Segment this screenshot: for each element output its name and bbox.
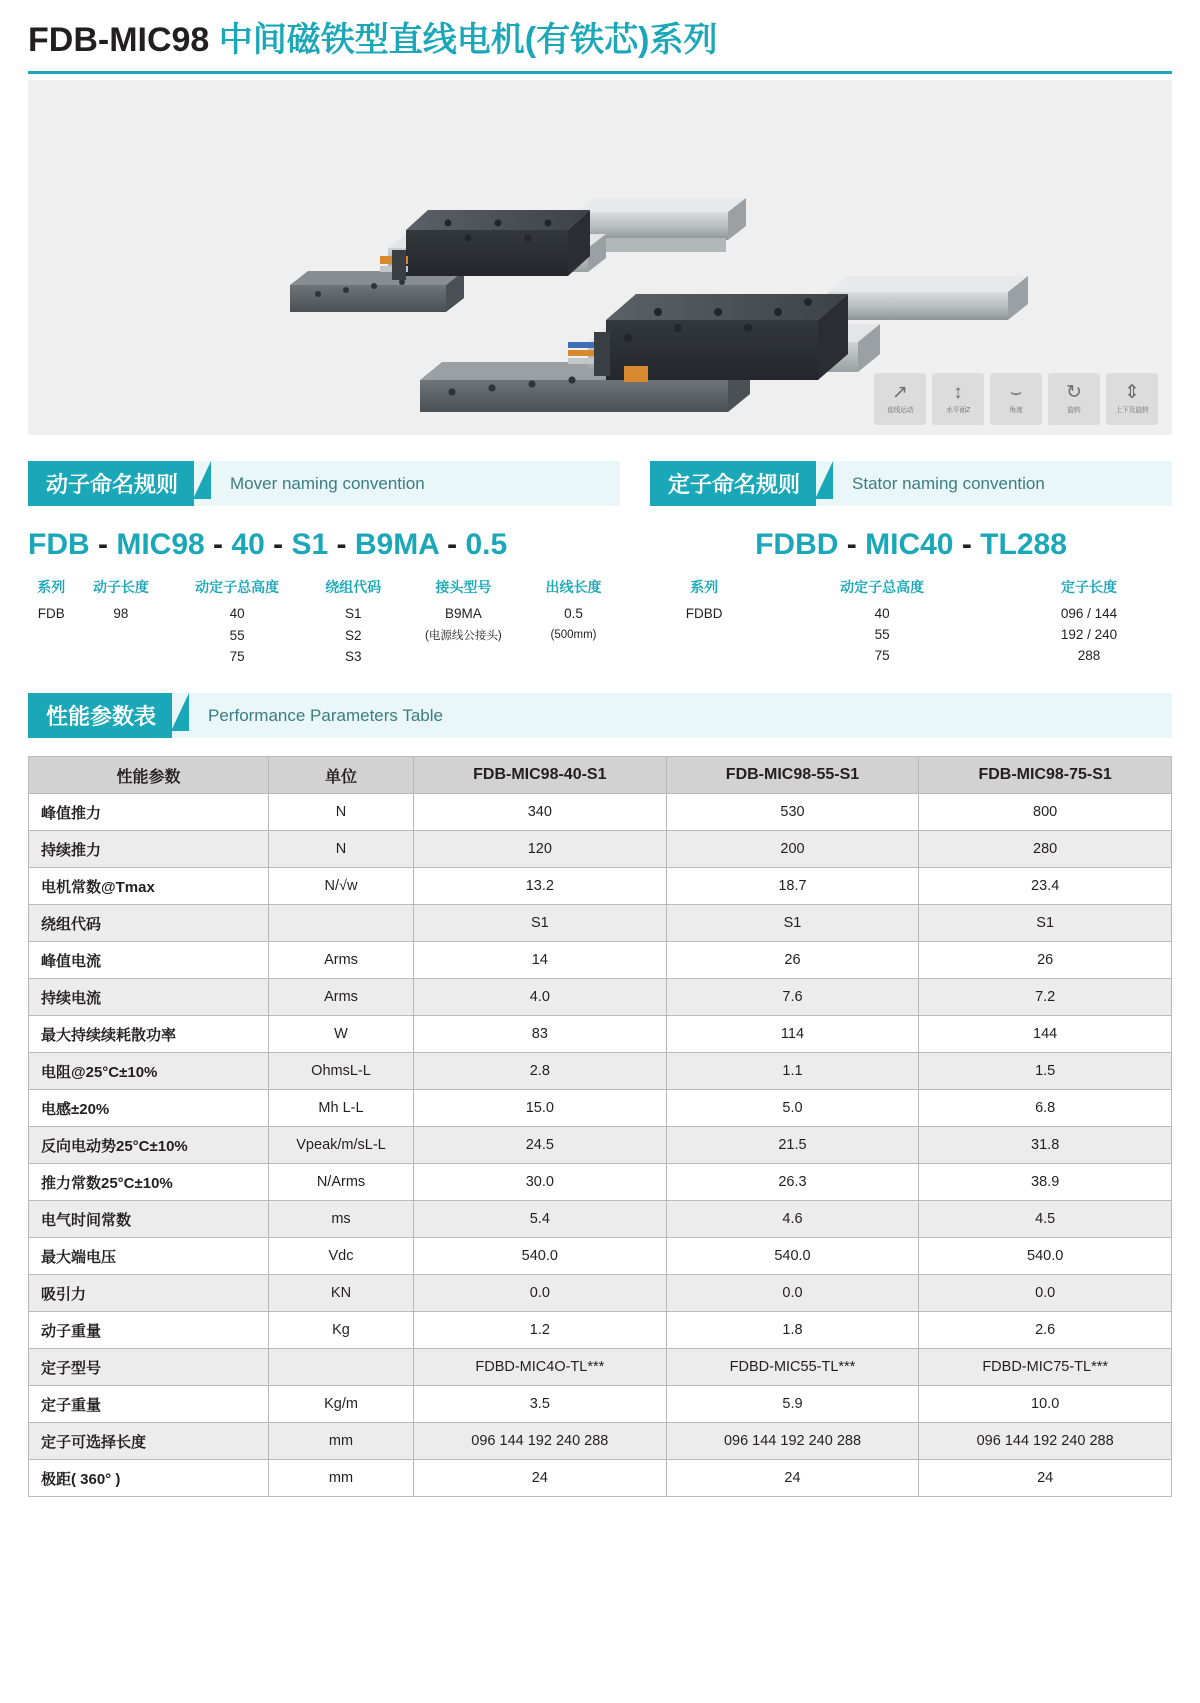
stator-cell: 192 / 240 [1060, 627, 1118, 643]
stator-cell: 75 [874, 648, 890, 664]
row-value: FDBD-MIC55-TL*** [666, 1349, 919, 1386]
row-value: 0.0 [414, 1275, 667, 1312]
stator-cell: 40 [874, 606, 890, 622]
row-value: 540.0 [666, 1238, 919, 1275]
row-param: 绕组代码 [29, 905, 269, 942]
row-param: 电机常数@Tmax [29, 868, 269, 905]
stator-naming-row [650, 645, 1172, 666]
row-param: 动子重量 [29, 1312, 269, 1349]
table-row [29, 1460, 1172, 1497]
stator-code-line [650, 528, 1172, 562]
row-value: 13.2 [414, 868, 667, 905]
row-param: 持续推力 [29, 831, 269, 868]
stator-naming-tag: 定子命名规则 [650, 461, 816, 506]
row-value: 38.9 [919, 1164, 1172, 1201]
mover-code-sep2: - [213, 528, 224, 562]
performance-tag: 性能参数表 [28, 693, 172, 738]
row-unit: Kg [269, 1312, 414, 1349]
stator-naming-row [650, 624, 1172, 645]
mover-code-cable: 0.5 [465, 528, 508, 562]
table-row [29, 868, 1172, 905]
row-value: S1 [919, 905, 1172, 942]
mover-cell: (500mm) [550, 629, 597, 642]
performance-header-row [29, 757, 1172, 794]
table-row [29, 831, 1172, 868]
row-param: 最大持续续耗散功率 [29, 1016, 269, 1053]
row-value: 200 [666, 831, 919, 868]
feature-up-down-rotate-icon [1106, 373, 1158, 425]
table-row [29, 905, 1172, 942]
title-divider [28, 71, 1172, 74]
col-header-unit: 单位 [269, 757, 414, 794]
feature-caption: 上下及旋转 [1115, 406, 1149, 414]
row-unit: W [269, 1016, 414, 1053]
row-value: 2.8 [414, 1053, 667, 1090]
row-unit [269, 905, 414, 942]
mover-naming-block [28, 435, 620, 667]
mover-header-cable: 出线长度 [545, 579, 602, 596]
row-value: 7.6 [666, 979, 919, 1016]
row-value: 26 [666, 942, 919, 979]
row-value: 21.5 [666, 1127, 919, 1164]
mover-code-connector: B9MA [354, 528, 439, 562]
row-unit: KN [269, 1275, 414, 1312]
table-row [29, 1201, 1172, 1238]
row-value: 530 [666, 794, 919, 831]
row-value: 24.5 [414, 1127, 667, 1164]
stator-cell: 288 [1077, 648, 1101, 664]
row-unit: Kg/m [269, 1386, 414, 1423]
row-param: 极距( 360° ) [29, 1460, 269, 1497]
row-unit: Vdc [269, 1238, 414, 1275]
stator-naming-block [650, 435, 1172, 667]
stator-code-sep2: - [961, 528, 972, 562]
row-param: 反向电动势25°C±10% [29, 1127, 269, 1164]
mover-header-height: 动定子总高度 [195, 579, 280, 596]
feature-caption: 旋转 [1067, 406, 1081, 414]
stator-cell: FDBD [685, 606, 723, 622]
stator-header-length: 定子长度 [1060, 579, 1117, 596]
row-unit: Arms [269, 979, 414, 1016]
mover-cell [28, 646, 74, 667]
row-param: 定子型号 [29, 1349, 269, 1386]
mover-naming-subtitle: Mover naming convention [194, 461, 620, 506]
stator-naming-header-row [650, 574, 1172, 603]
mover-naming-row [28, 624, 620, 646]
mover-code-line [28, 528, 620, 562]
angle-icon: ⌣ [1009, 381, 1023, 403]
row-param: 电感±20% [29, 1090, 269, 1127]
stator-header-series: 系列 [690, 579, 719, 596]
table-row [29, 1275, 1172, 1312]
table-row [29, 942, 1172, 979]
table-row [29, 979, 1172, 1016]
feature-linear-motion-icon [874, 373, 926, 425]
row-value: 18.7 [666, 868, 919, 905]
row-value: 1.8 [666, 1312, 919, 1349]
feature-angle-icon [990, 373, 1042, 425]
mover-cell: 40 [229, 606, 245, 622]
stator-cell: 096 / 144 [1060, 606, 1118, 622]
stator-cell: 55 [874, 627, 890, 643]
performance-subtitle: Performance Parameters Table [172, 693, 1172, 738]
feature-caption: 角度 [1009, 406, 1023, 414]
row-value: FDBD-MIC4O-TL*** [414, 1349, 667, 1386]
stator-cell [650, 624, 758, 645]
table-row [29, 1164, 1172, 1201]
row-value: 5.0 [666, 1090, 919, 1127]
mover-code-series: FDB [28, 528, 90, 562]
row-unit: Mh L-L [269, 1090, 414, 1127]
mover-cell [527, 646, 620, 667]
mover-cell: 75 [229, 649, 245, 665]
product-hero-image [28, 80, 1172, 435]
page-title [28, 22, 1172, 59]
row-value: 1.1 [666, 1053, 919, 1090]
row-param: 电气时间常数 [29, 1201, 269, 1238]
row-unit: mm [269, 1423, 414, 1460]
row-param: 推力常数25°C±10% [29, 1164, 269, 1201]
row-value: S1 [666, 905, 919, 942]
mover-code-sep3: - [273, 528, 284, 562]
row-value: 5.4 [414, 1201, 667, 1238]
col-header-model-55: FDB-MIC98-55-S1 [666, 757, 919, 794]
mover-code-sep4: - [336, 528, 347, 562]
row-param: 最大端电压 [29, 1238, 269, 1275]
row-value: 340 [414, 794, 667, 831]
row-param: 峰值推力 [29, 794, 269, 831]
mover-naming-table [28, 574, 620, 667]
row-value: 4.5 [919, 1201, 1172, 1238]
row-value: 6.8 [919, 1090, 1172, 1127]
row-value: 096 144 192 240 288 [666, 1423, 919, 1460]
title-block [28, 0, 1172, 74]
performance-table-wrap [28, 756, 1172, 1497]
stator-header-height: 动定子总高度 [840, 579, 925, 596]
stator-naming-subtitle: Stator naming convention [816, 461, 1172, 506]
mover-code-height: 40 [231, 528, 265, 562]
mover-header-series: 系列 [37, 579, 66, 596]
row-value: 24 [666, 1460, 919, 1497]
mover-code-winding: S1 [291, 528, 329, 562]
mover-cell: S3 [345, 649, 362, 665]
stator-naming-header [650, 461, 1172, 506]
row-unit: mm [269, 1460, 414, 1497]
row-param: 定子重量 [29, 1386, 269, 1423]
stator-naming-row [650, 603, 1172, 624]
mover-cell [400, 646, 527, 667]
page-title-code: FDB-MIC98 [28, 21, 210, 59]
row-value: 15.0 [414, 1090, 667, 1127]
stator-naming-table [650, 574, 1172, 666]
performance-table [28, 756, 1172, 1497]
table-row [29, 1349, 1172, 1386]
mover-cell: 55 [229, 627, 245, 643]
row-value: 0.0 [666, 1275, 919, 1312]
row-unit: N/Arms [269, 1164, 414, 1201]
table-row [29, 1127, 1172, 1164]
row-unit: N [269, 794, 414, 831]
mover-cell: S2 [345, 627, 362, 643]
feature-horizontal-plane-icon [932, 373, 984, 425]
row-value: 540.0 [414, 1238, 667, 1275]
row-param: 持续电流 [29, 979, 269, 1016]
col-header-param: 性能参数 [29, 757, 269, 794]
feature-icon-strip [874, 373, 1158, 425]
row-param: 定子可选择长度 [29, 1423, 269, 1460]
row-value: 24 [919, 1460, 1172, 1497]
feature-rotation-icon [1048, 373, 1100, 425]
table-row [29, 1238, 1172, 1275]
row-value: 0.0 [919, 1275, 1172, 1312]
mover-cell: 0.5 [564, 606, 583, 622]
mover-cell: S1 [345, 606, 362, 622]
mover-cell [74, 646, 167, 667]
mover-cell: 98 [113, 606, 129, 622]
row-value: 800 [919, 794, 1172, 831]
mover-naming-tag: 动子命名规则 [28, 461, 194, 506]
table-row [29, 1053, 1172, 1090]
row-unit: OhmsL-L [269, 1053, 414, 1090]
row-value: 10.0 [919, 1386, 1172, 1423]
row-value: 280 [919, 831, 1172, 868]
row-param: 峰值电流 [29, 942, 269, 979]
table-row [29, 1016, 1172, 1053]
table-row [29, 1090, 1172, 1127]
feature-caption: 直线运动 [886, 406, 914, 414]
row-value: 1.5 [919, 1053, 1172, 1090]
row-value: 096 144 192 240 288 [414, 1423, 667, 1460]
stator-code-series: FDBD [755, 528, 839, 562]
row-value: 14 [414, 942, 667, 979]
linear-motion-icon: ↗ [892, 381, 908, 403]
row-value: 26 [919, 942, 1172, 979]
row-unit: Arms [269, 942, 414, 979]
mover-cell: FDB [37, 606, 65, 622]
row-unit: N [269, 831, 414, 868]
mover-header-winding: 绕组代码 [325, 579, 382, 596]
mover-header-connector: 接头型号 [435, 579, 492, 596]
stator-cell [650, 645, 758, 666]
row-value: FDBD-MIC75-TL*** [919, 1349, 1172, 1386]
performance-header [28, 693, 1172, 738]
mover-code-sep5: - [447, 528, 458, 562]
row-value: 7.2 [919, 979, 1172, 1016]
row-value: S1 [414, 905, 667, 942]
table-row [29, 1386, 1172, 1423]
row-param: 电阻@25°C±10% [29, 1053, 269, 1090]
row-unit: N/√w [269, 868, 414, 905]
row-value: 4.6 [666, 1201, 919, 1238]
col-header-model-40: FDB-MIC98-40-S1 [414, 757, 667, 794]
stator-code-sep1: - [846, 528, 857, 562]
row-value: 83 [414, 1016, 667, 1053]
mover-cell: (电源线公接头) [425, 630, 502, 643]
table-row [29, 1312, 1172, 1349]
mover-code-sep1: - [98, 528, 108, 562]
mover-header-length: 动子长度 [92, 579, 149, 596]
mover-cell [74, 624, 167, 646]
row-value: 23.4 [919, 868, 1172, 905]
mover-cell: B9MA [445, 606, 482, 622]
row-value: 120 [414, 831, 667, 868]
row-value: 4.0 [414, 979, 667, 1016]
row-value: 26.3 [666, 1164, 919, 1201]
page-title-cn: 中间磁铁型直线电机(有铁芯)系列 [218, 21, 718, 59]
mover-naming-header [28, 461, 620, 506]
row-value: 5.9 [666, 1386, 919, 1423]
row-value: 540.0 [919, 1238, 1172, 1275]
up-down-rotate-icon: ⇕ [1124, 381, 1140, 403]
row-value: 114 [666, 1016, 919, 1053]
row-value: 1.2 [414, 1312, 667, 1349]
rotation-icon: ↻ [1066, 381, 1082, 403]
horizontal-plane-icon: ↕ [953, 381, 963, 403]
table-row [29, 1423, 1172, 1460]
mover-naming-row [28, 646, 620, 667]
row-param: 吸引力 [29, 1275, 269, 1312]
stator-code-height: MIC40 [865, 528, 954, 562]
row-value: 096 144 192 240 288 [919, 1423, 1172, 1460]
row-value: 2.6 [919, 1312, 1172, 1349]
table-row [29, 794, 1172, 831]
col-header-model-75: FDB-MIC98-75-S1 [919, 757, 1172, 794]
row-value: 31.8 [919, 1127, 1172, 1164]
row-value: 24 [414, 1460, 667, 1497]
naming-conventions-section [28, 435, 1172, 667]
row-value: 144 [919, 1016, 1172, 1053]
stator-code-length: TL288 [980, 528, 1067, 562]
row-value: 30.0 [414, 1164, 667, 1201]
mover-cell [28, 624, 74, 646]
mover-code-model: MIC98 [116, 528, 205, 562]
row-unit [269, 1349, 414, 1386]
row-unit: ms [269, 1201, 414, 1238]
mover-naming-row [28, 603, 620, 624]
row-unit: Vpeak/m/sL-L [269, 1127, 414, 1164]
row-value: 3.5 [414, 1386, 667, 1423]
mover-naming-header-row [28, 574, 620, 603]
feature-caption: 水平面Z [945, 406, 971, 414]
